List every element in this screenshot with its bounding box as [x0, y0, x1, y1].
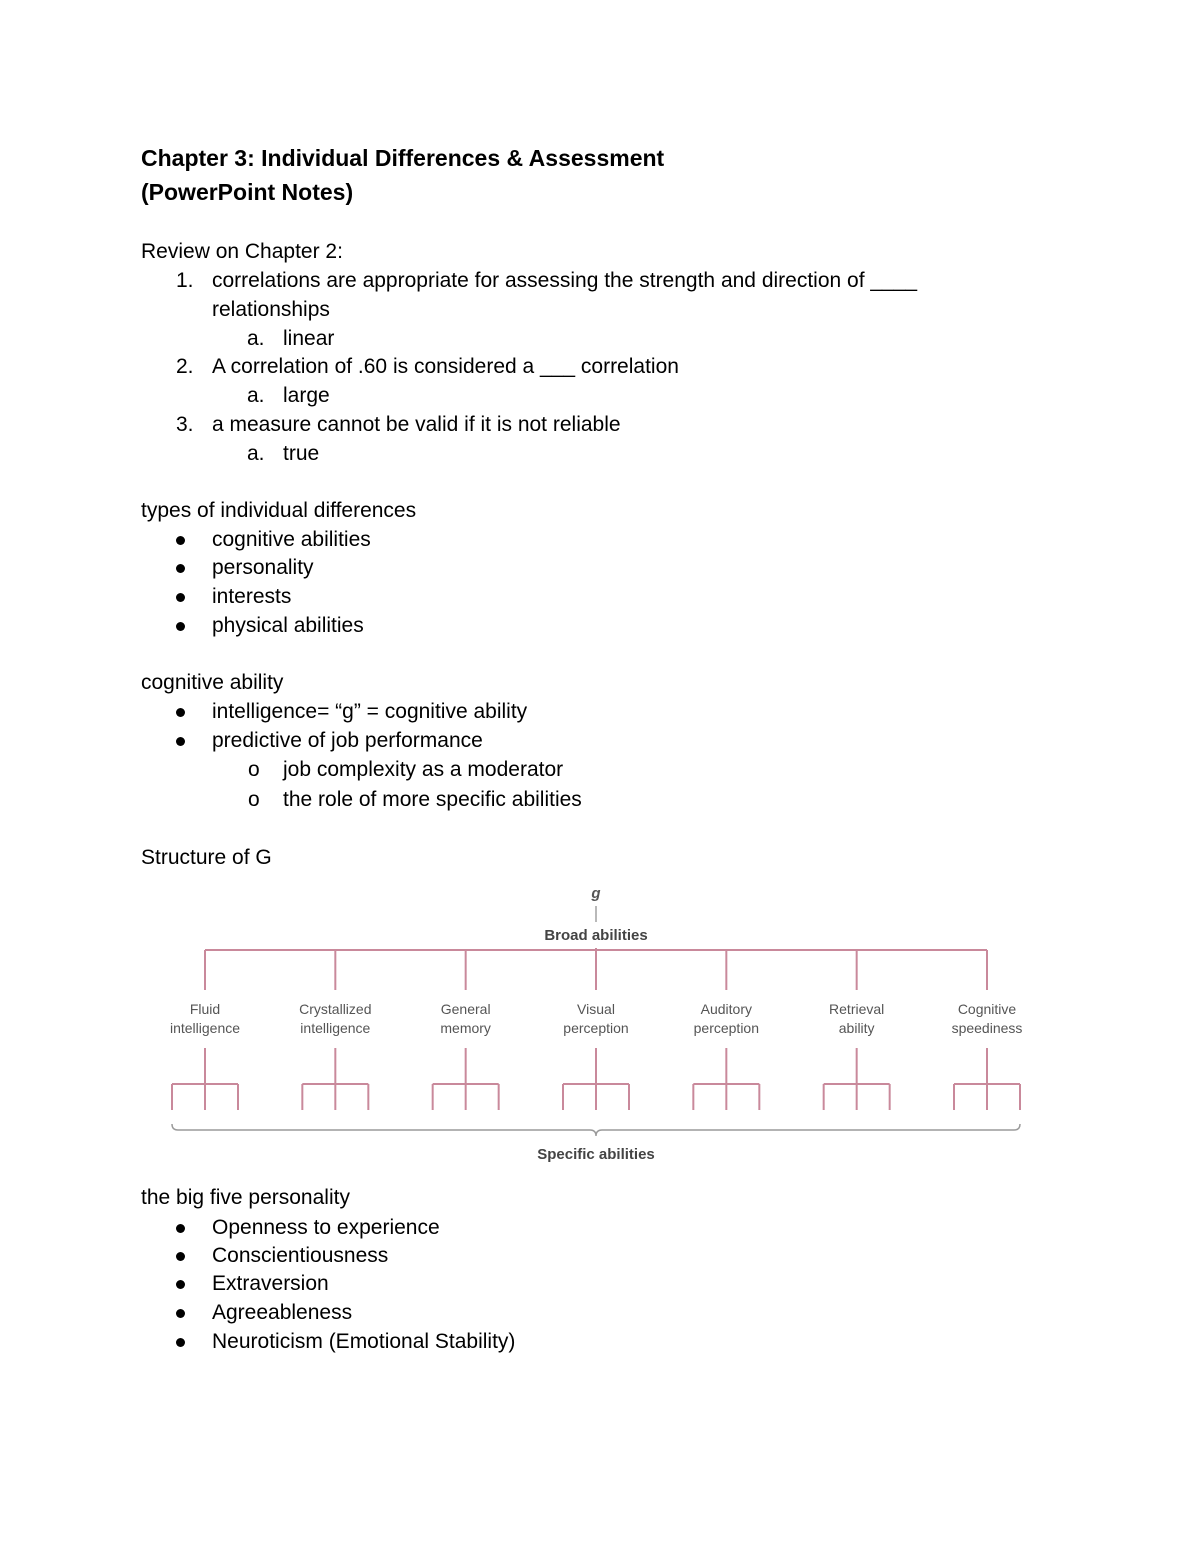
circle-bullet-icon: o — [248, 758, 260, 781]
ability-label: Cognitive — [957, 1001, 1017, 1017]
list-text: Agreeableness — [212, 1301, 353, 1324]
document-subtitle: (PowerPoint Notes) — [141, 179, 354, 205]
bullet-icon — [176, 1224, 185, 1233]
ability-label: perception — [563, 1020, 629, 1036]
ability-label: Crystallized — [299, 1001, 372, 1017]
list-text: correlations are appropriate for assessing the strength and direction of ____ — [212, 269, 918, 292]
bullet-icon — [176, 1338, 185, 1347]
bullet-icon — [176, 536, 185, 545]
list-text: physical abilities — [212, 614, 364, 637]
sub-text: large — [283, 384, 330, 407]
list-text: Conscientiousness — [212, 1244, 389, 1267]
ability-label: intelligence — [169, 1020, 241, 1036]
list-text: cognitive abilities — [212, 528, 371, 551]
list-text: intelligence= “g” = cognitive ability — [212, 700, 528, 723]
ability-label: intelligence — [300, 1020, 371, 1036]
sub-letter: a. — [247, 384, 265, 407]
ability-label: ability — [838, 1020, 875, 1036]
list-text: relationships — [212, 298, 330, 321]
document-title: Chapter 3: Individual Differences & Assessment — [141, 145, 665, 171]
list-text: Extraversion — [212, 1272, 329, 1295]
list-text: interests — [212, 585, 292, 608]
bullet-icon — [176, 737, 185, 746]
cognitive-heading: cognitive ability — [141, 671, 284, 694]
specific-brace — [172, 1124, 1020, 1136]
list-text: A correlation of .60 is considered a ___ correlation — [212, 355, 679, 378]
ability-label: memory — [440, 1020, 491, 1036]
list-text: Neuroticism (Emotional Stability) — [212, 1330, 516, 1353]
list-number: 1. — [176, 269, 194, 292]
ability-label: speediness — [951, 1020, 1023, 1036]
ability-label: General — [440, 1001, 491, 1017]
review-heading: Review on Chapter 2: — [141, 240, 343, 263]
sub-text: linear — [283, 327, 335, 350]
ability-label: Fluid — [189, 1001, 221, 1017]
list-number: 3. — [176, 413, 194, 436]
ability-label: Retrieval — [829, 1001, 885, 1017]
circle-bullet-icon: o — [248, 788, 260, 811]
bullet-icon — [176, 1280, 185, 1289]
diagram-labels — [170, 1001, 1022, 1036]
sub-letter: a. — [247, 442, 265, 465]
ability-label: Auditory — [700, 1001, 753, 1017]
bullet-icon — [176, 1309, 185, 1318]
hierarchy-diagram-svg — [165, 878, 1030, 1168]
list-text: Openness to experience — [212, 1216, 440, 1239]
types-heading: types of individual differences — [141, 499, 417, 522]
g-label: g — [591, 885, 601, 902]
bullet-icon — [176, 622, 185, 631]
list-text: the role of more specific abilities — [283, 788, 582, 811]
sub-letter: a. — [247, 327, 265, 350]
ability-label: perception — [693, 1020, 760, 1036]
sub-text: true — [283, 442, 320, 465]
list-number: 2. — [176, 355, 194, 378]
specific-abilities-label: Specific abilities — [537, 1146, 655, 1163]
bullet-icon — [176, 564, 185, 573]
bullet-icon — [176, 593, 185, 602]
list-text: job complexity as a moderator — [283, 758, 564, 781]
g-structure-diagram — [165, 878, 1030, 1168]
list-text: predictive of job performance — [212, 729, 483, 752]
list-text: a measure cannot be valid if it is not reliable — [212, 413, 621, 436]
bigfive-heading: the big five personality — [141, 1186, 350, 1209]
bullet-icon — [176, 1252, 185, 1261]
structure-heading: Structure of G — [141, 846, 272, 869]
bullet-icon — [176, 708, 185, 717]
broad-abilities-label: Broad abilities — [544, 927, 648, 944]
ability-label: Visual — [577, 1001, 615, 1017]
list-text: personality — [212, 556, 314, 579]
